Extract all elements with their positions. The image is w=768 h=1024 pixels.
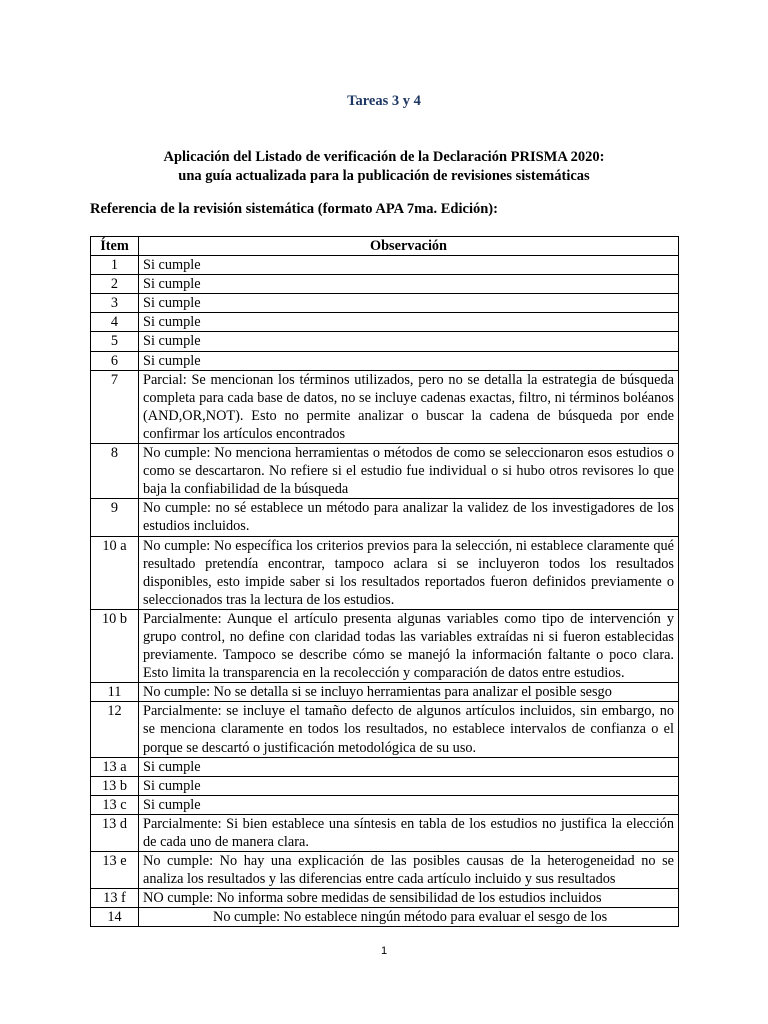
observation-cell: Parcial: Se mencionan los términos utilizados, pero no se detalla la estrategia de búsqueda completa para cada base de datos, no se incluye cadenas exactas, filtro, ni términos boléanos (AND,OR,NOT). Esto no permite analizar o buscar la cadena de búsqueda por ende confirmar los artículos encontrados — [139, 370, 679, 443]
table-row — [91, 814, 679, 851]
observation-cell: Si cumple — [139, 313, 679, 332]
header-item: Ítem — [91, 237, 139, 256]
item-cell: 13 e — [91, 852, 139, 889]
item-cell: 12 — [91, 702, 139, 757]
table-row — [91, 776, 679, 795]
reference-label: Referencia de la revisión sistemática (formato APA 7ma. Edición): — [90, 201, 498, 217]
observation-cell: No cumple: No específica los criterios previos para la selección, ni establece claramente qué resultado pretendía encontrar, tampoco aclara si se incluyeron todos los resultados disponibles, esto impide saber si los resultados reportados fueron definidos previamente o seleccionados tras la lectura de los estudios. — [139, 536, 679, 609]
observation-cell: Si cumple — [139, 757, 679, 776]
checklist-table — [90, 236, 679, 927]
table-row — [91, 757, 679, 776]
title-line-2: una guía actualizada para la publicación de revisiones sistemáticas — [178, 168, 590, 184]
observation-cell: Parcialmente: Aunque el artículo presenta algunas variables como tipo de intervención y grupo control, no define con claridad todas las variables extraídas ni si fueron establecidas previamente. Tampoco se describe cómo se manejó la información faltante o poco clara. Esto limita la transparencia en la recolección y comparación de datos entre estudios. — [139, 609, 679, 682]
item-cell: 5 — [91, 332, 139, 351]
observation-cell: No cumple: No se detalla si se incluyo herramientas para analizar el posible sesgo — [139, 683, 679, 702]
table-header-row — [91, 237, 679, 256]
item-cell: 13 d — [91, 814, 139, 851]
table-row — [91, 256, 679, 275]
table-row — [91, 332, 679, 351]
table-row — [91, 275, 679, 294]
observation-cell: No cumple: No menciona herramientas o métodos de como se seleccionaron esos estudios o como se descartaron. No refiere si el estudio fue individual o si hubo otros revisores lo que baja la confiabilidad de la búsqueda — [139, 444, 679, 499]
observation-cell: Si cumple — [139, 332, 679, 351]
item-cell: 14 — [91, 908, 139, 927]
observation-cell: No cumple: No hay una explicación de las posibles causas de la heterogeneidad no se analiza los resultados y las diferencias entre cada artículo incluido y sus resultados — [139, 852, 679, 889]
observation-cell: Parcialmente: se incluye el tamaño defecto de algunos artículos incluidos, sin embargo, no se menciona claramente en todos los resultados, no establece intervalos de confianza o el porque se descartó o justificación metodológica de su uso. — [139, 702, 679, 757]
table-row — [91, 702, 679, 757]
item-cell: 13 c — [91, 795, 139, 814]
observation-cell: Si cumple — [139, 776, 679, 795]
observation-cell: NO cumple: No informa sobre medidas de sensibilidad de los estudios incluidos — [139, 889, 679, 908]
table-row — [91, 536, 679, 609]
table-row — [91, 370, 679, 443]
item-cell: 9 — [91, 499, 139, 536]
table-row — [91, 499, 679, 536]
table-row — [91, 444, 679, 499]
item-cell: 13 b — [91, 776, 139, 795]
observation-cell: No cumple: No establece ningún método para evaluar el sesgo de los — [139, 908, 679, 927]
item-cell: 10 b — [91, 609, 139, 682]
table-row — [91, 852, 679, 889]
table-row — [91, 795, 679, 814]
table-row — [91, 294, 679, 313]
table-row — [91, 609, 679, 682]
table-row — [91, 351, 679, 370]
observation-cell: Si cumple — [139, 256, 679, 275]
header-observation: Observación — [139, 237, 679, 256]
observation-cell: No cumple: no sé establece un método para analizar la validez de los investigadores de los estudios incluidos. — [139, 499, 679, 536]
item-cell: 1 — [91, 256, 139, 275]
observation-cell: Si cumple — [139, 294, 679, 313]
document-title — [0, 148, 768, 186]
table-row — [91, 889, 679, 908]
task-title: Tareas 3 y 4 — [347, 93, 421, 109]
observation-cell: Si cumple — [139, 351, 679, 370]
table-row — [91, 313, 679, 332]
checklist-body — [91, 256, 679, 927]
page-number: 1 — [380, 945, 388, 957]
item-cell: 8 — [91, 444, 139, 499]
item-cell: 6 — [91, 351, 139, 370]
item-cell: 2 — [91, 275, 139, 294]
observation-cell: Parcialmente: Si bien establece una síntesis en tabla de los estudios no justifica la elección de cada uno de manera clara. — [139, 814, 679, 851]
title-line-1: Aplicación del Listado de verificación de la Declaración PRISMA 2020: — [163, 149, 605, 165]
item-cell: 7 — [91, 370, 139, 443]
item-cell: 11 — [91, 683, 139, 702]
observation-cell: Si cumple — [139, 795, 679, 814]
observation-cell: Si cumple — [139, 275, 679, 294]
item-cell: 10 a — [91, 536, 139, 609]
table-row — [91, 908, 679, 927]
item-cell: 13 f — [91, 889, 139, 908]
item-cell: 3 — [91, 294, 139, 313]
item-cell: 13 a — [91, 757, 139, 776]
table-row — [91, 683, 679, 702]
item-cell: 4 — [91, 313, 139, 332]
